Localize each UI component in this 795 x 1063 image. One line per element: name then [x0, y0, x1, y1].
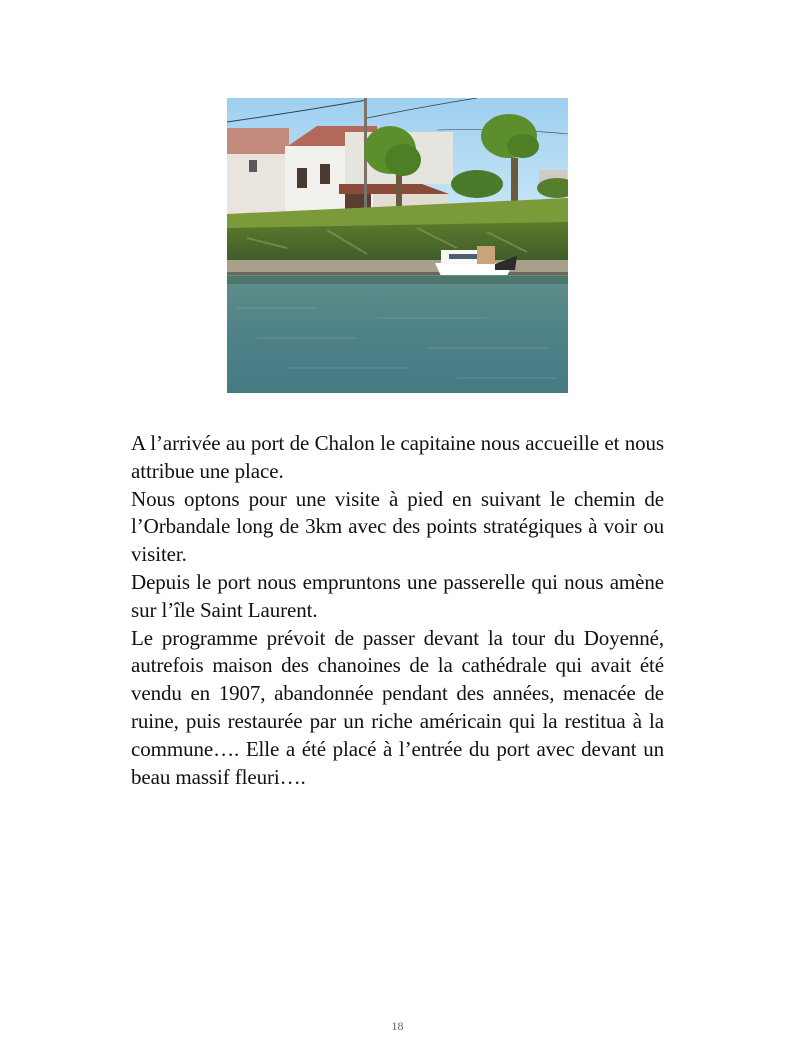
canal-port-photo-drawing [227, 98, 568, 393]
paragraph-3: Depuis le port nous empruntons une passerelle qui nous amène sur l’île Saint Laurent. [131, 569, 664, 622]
paragraph-2: Nous optons pour une visite à pied en suivant le chemin de l’Orbandale long de 3km avec des points stratégiques à voir ou visiter. [131, 486, 664, 567]
canal-photo [227, 98, 568, 393]
paragraph-4: Le programme prévoit de passer devant la tour du Doyenné, autrefois maison des chanoines de la cathédrale qui avait été vendu en 1907, abandonnée pendant des années, menacée de ruine, puis restaurée par un riche américain qui la restitua à la commune…. Elle a été placé à l’entrée du port avec devant un beau massif fleuri…. [131, 625, 664, 789]
body-text [131, 430, 664, 791]
paragraph-1: A l’arrivée au port de Chalon le capitaine nous accueille et nous attribue une place. [131, 431, 664, 483]
page-number: 18 [391, 1019, 404, 1033]
